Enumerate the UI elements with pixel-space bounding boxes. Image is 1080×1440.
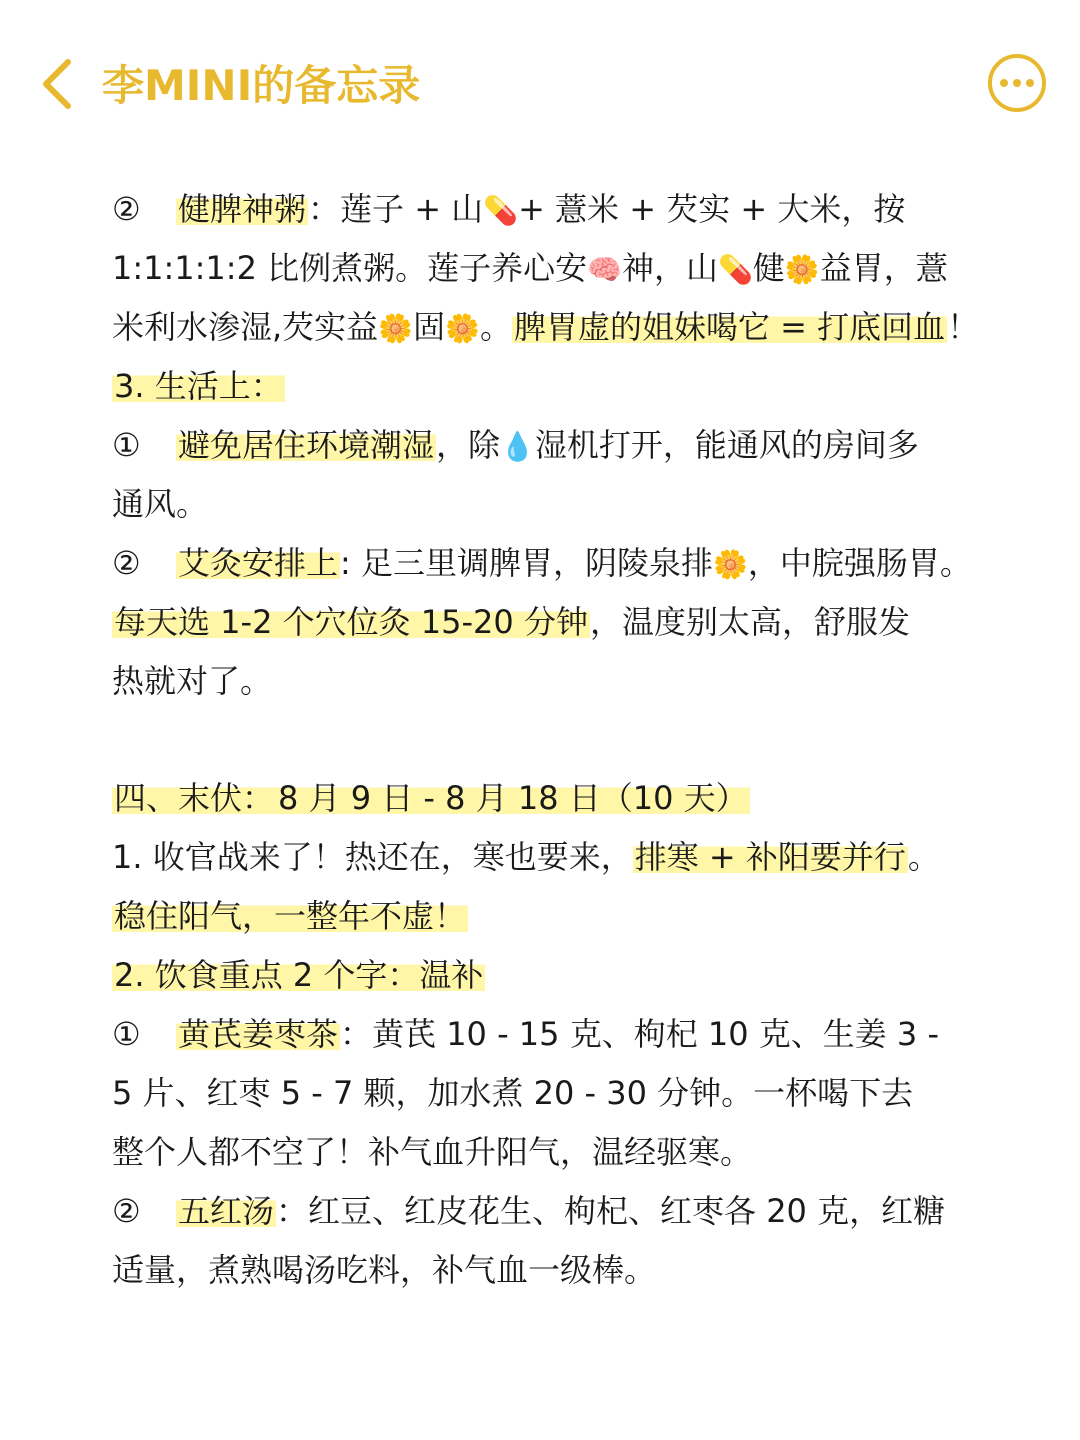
note-line [112, 593, 972, 652]
emoji-icon: 💊 [718, 253, 753, 286]
list-number: ② [112, 544, 141, 582]
note-line [112, 534, 972, 593]
more-dots-icon [992, 79, 1042, 87]
highlighted-text: 3. 生活上： [114, 367, 283, 405]
note-text: 神，山 [621, 249, 718, 287]
note-text: 5 片、红枣 5 - 7 颗，加水煮 20 - 30 分钟。一杯喝下去 [112, 1074, 914, 1112]
note-line [112, 1241, 972, 1300]
note-text: ，中脘强肠胃。 [747, 544, 972, 582]
note-line [112, 239, 972, 298]
note-text: 米利水渗湿,芡实益 [112, 308, 379, 346]
note-text: 1:1:1:1:2 比例煮粥。莲子养心安 [112, 249, 588, 287]
list-number: ② [112, 1192, 141, 1230]
note-text: 。 [479, 308, 512, 346]
emoji-icon: 💊 [483, 194, 519, 227]
highlighted-text: 8 月 9 日 - 8 月 18 日（10 天） [278, 779, 748, 817]
paragraph-gap [112, 711, 972, 769]
list-number: ② [112, 190, 141, 228]
note-text: ，温度别太高，舒服发 [589, 603, 910, 641]
note-body [112, 180, 980, 1300]
chevron-left-icon [36, 56, 80, 112]
note-line [112, 828, 972, 887]
highlighted-text: 脾胃虚的姐妹喝它 = 打底回血 [513, 308, 946, 346]
highlighted-text: 稳住阳气，一整年不虚！ [114, 897, 467, 935]
note-text: ：红豆、红皮花生、枸杞、红枣各 20 克，红糖 [276, 1192, 946, 1230]
note-text: ，除 [436, 426, 501, 464]
note-line [112, 652, 972, 711]
emoji-icon: 🌼 [378, 312, 414, 345]
more-button[interactable] [988, 54, 1046, 112]
note-line [112, 475, 972, 534]
list-number: ① [112, 1015, 141, 1053]
highlighted-text: 四、末伏： [114, 779, 275, 817]
note-line [112, 298, 980, 357]
back-button[interactable] [36, 56, 80, 112]
note-line [112, 1123, 972, 1182]
highlighted-text: 排寒 + 补阳要并行 [634, 838, 906, 876]
emoji-icon: 🌼 [784, 253, 820, 286]
note-text: ：莲子 + 山 [308, 190, 484, 228]
note-text: 1. 收官战来了！热还在，寒也要来， [112, 838, 633, 876]
note-line [112, 416, 972, 475]
highlighted-text: 每天选 1-2 个穴位灸 15-20 分钟 [114, 603, 588, 641]
note-text: 。 [907, 838, 940, 876]
note-line [112, 180, 972, 239]
emoji-icon: 🧠 [587, 253, 622, 286]
list-number: ① [112, 426, 141, 464]
note-text: + 薏米 + 芡实 + 大米，按 [518, 190, 906, 228]
emoji-icon: 🌼 [712, 548, 748, 581]
note-text: 固 [413, 308, 446, 346]
highlighted-text: 避免居住环境潮湿 [178, 426, 435, 464]
note-text: 益胃，薏 [819, 249, 948, 287]
note-line [112, 1182, 972, 1241]
page-title: 李MINI的备忘录 [102, 61, 421, 110]
highlighted-text: 健脾神粥 [178, 190, 307, 228]
note-line [112, 1064, 972, 1123]
nav-header [0, 0, 1080, 170]
highlighted-text: 艾灸安排上 [178, 544, 339, 582]
emoji-icon: 💧 [500, 430, 535, 463]
note-text: 热就对了。 [112, 662, 273, 700]
highlighted-text: 2. 饮食重点 2 个字：温补 [114, 956, 484, 994]
highlighted-text: 五红汤 [178, 1192, 275, 1230]
note-text: ：黄芪 10 - 15 克、枸杞 10 克、生姜 3 - [340, 1015, 940, 1053]
note-line [112, 357, 972, 416]
note-text: 适量，煮熟喝汤吃料，补气血一级棒。 [112, 1251, 657, 1289]
note-line [112, 946, 972, 1005]
note-text: : 足三里调脾胃，阴陵泉排 [340, 544, 713, 582]
note-text: ！ [947, 308, 980, 346]
note-text: 湿机打开，能通风的房间多 [534, 426, 919, 464]
highlighted-text: 黄芪姜枣茶 [178, 1015, 339, 1053]
note-line [112, 1005, 972, 1064]
note-text: 通风。 [112, 485, 209, 523]
note-text: 整个人都不空了！补气血升阳气，温经驱寒。 [112, 1133, 753, 1171]
note-text: 健 [752, 249, 785, 287]
emoji-icon: 🌼 [445, 312, 480, 345]
note-line [112, 887, 972, 946]
note-line [112, 769, 972, 828]
